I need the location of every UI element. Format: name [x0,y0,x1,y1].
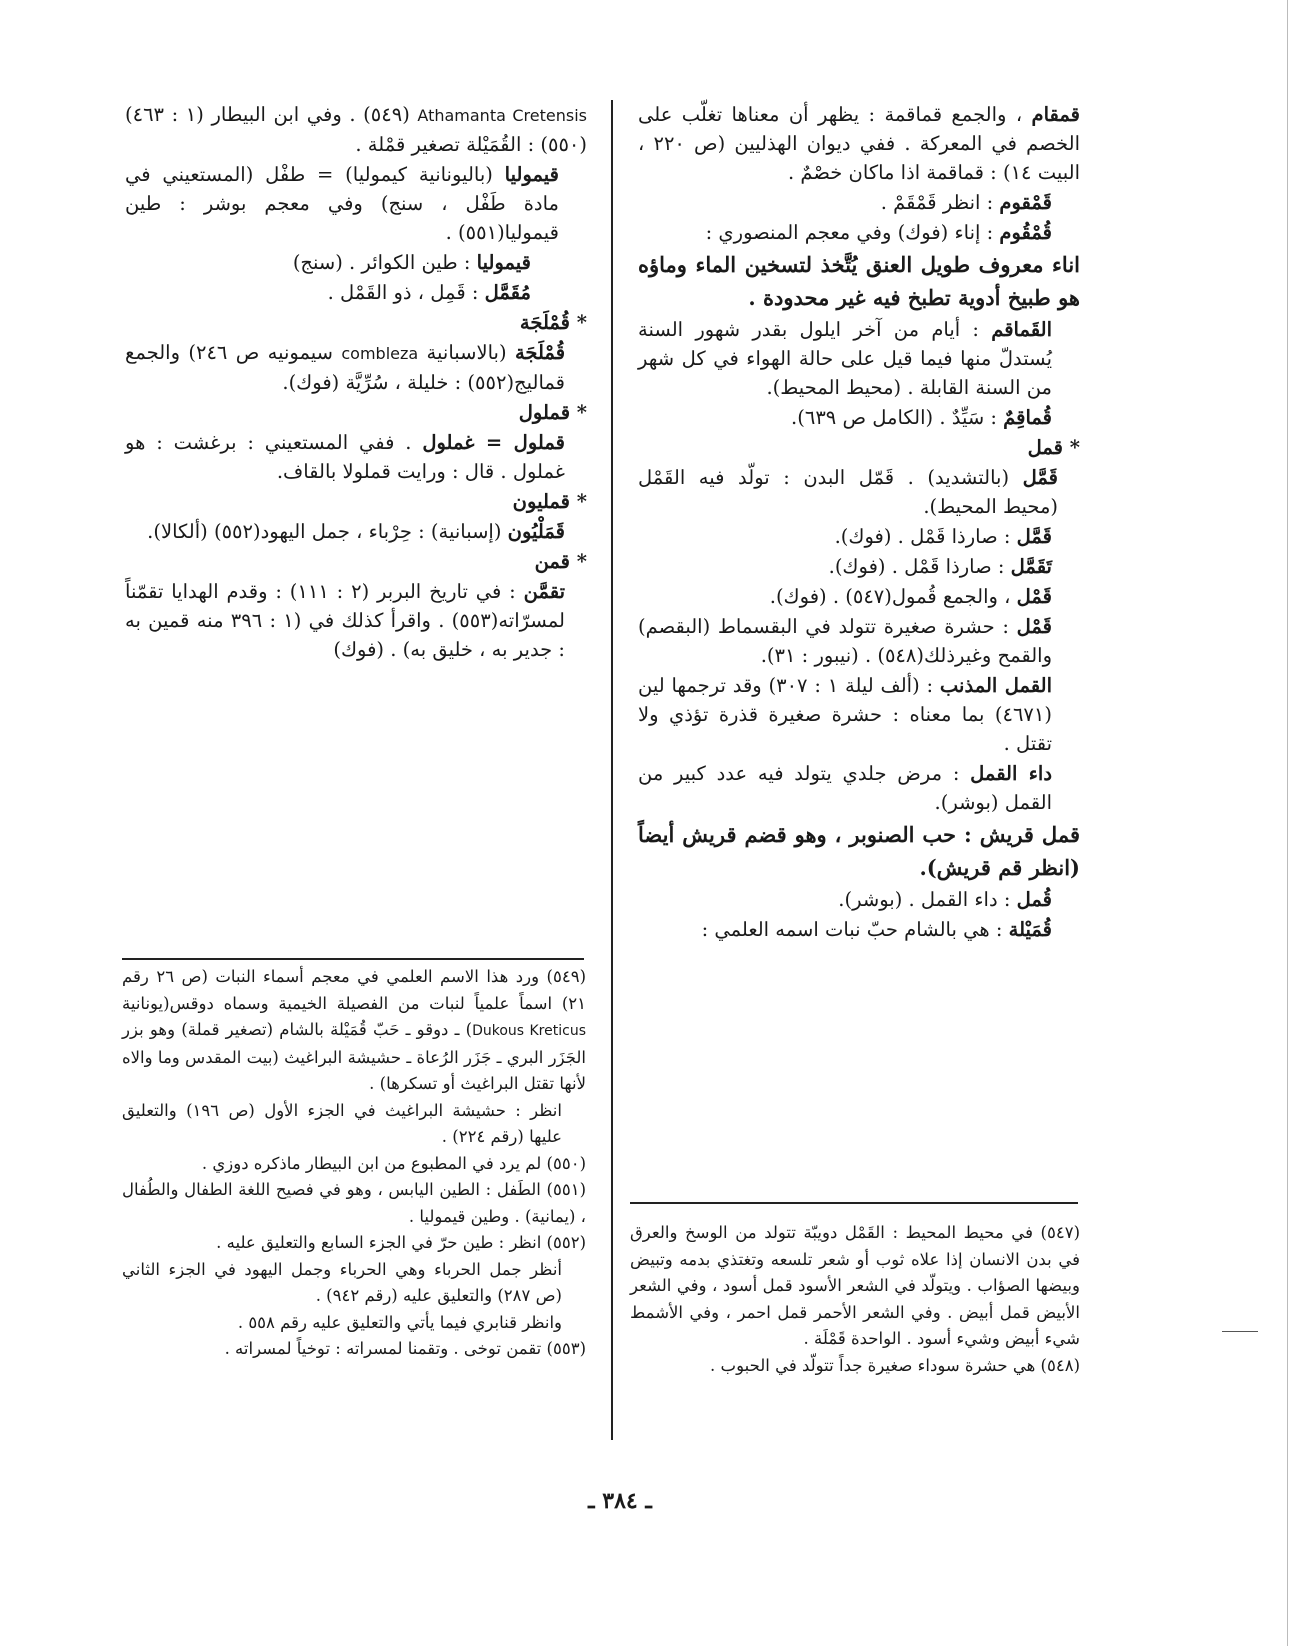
headword: قَمْل [1016,585,1052,608]
latin-term: combleza [341,344,419,363]
headword: قَمَلْيُون [507,520,565,543]
entry-text: ، والجمع قماقمة : يظهر أن معناها تغلّب على الخصم في المعركة . ففي ديوان الهذليين (ص ٢٢٠ ، البيت ١٤) : قماقمة اذا ماكان خصْمٌ . [638,103,1080,184]
section-heading: * قمليون [512,490,587,513]
headword: قَمْقوم [999,191,1052,214]
entry [638,552,1080,581]
entry [125,160,587,247]
quote-block: اناء معروف طويل العنق يُتَّخذ لتسخين الماء وماؤه هو طبيخ أدوية تطبخ فيه غير محدودة . [638,252,1080,310]
section-heading: * قمل [1027,436,1080,459]
entry [125,338,587,397]
entry-text: (بالاسبانية [426,341,507,364]
entry [638,818,1080,884]
entry-text: (إسبانية) : حِرْباء ، جمل اليهود(٥٥٢) (ألكالا). [147,520,502,543]
entry [638,100,1080,187]
entry [638,671,1080,758]
entry-text: (٥٤٩) . وفي ابن البيطار (١ : ٤٦٣)(٥٥٠) : القُمَيْلة تصغير قمْلة . [125,103,587,156]
margin-tick-mark [1222,1331,1258,1332]
headword: تقمَّن [523,580,566,603]
entry [638,218,1080,247]
entry [638,522,1080,551]
column-divider [611,100,613,1440]
entry [125,428,587,486]
entry-text: : داء القمل . (بوشر). [838,888,1011,911]
entry [125,248,587,277]
entry-text: : هي بالشام حبّ نبات اسمه العلمي : [701,918,1003,941]
entry [638,403,1080,432]
entry-text: : في تاريخ البربر (٢ : ١١١) : وقدم الهدايا تقمّناً لمسرّاته(٥٥٣) . واقرأ كذلك في (١ : ٣٩٦ منه قمين به : جدير به ، خليق به) . (فوك) [125,580,565,661]
entry-continuation [125,100,587,159]
entry-text: : حب الصنوبر ، وهو قضم قريش أيضاً (انظر قم قريش). [638,822,1080,880]
headword: القَماقم [991,318,1052,341]
footnote-552: (٥٥٢) انظر : طين حرّ في الجزء السابع والتعليق عليه . [216,1233,586,1252]
footnote-547: (٥٤٧) في محيط المحيط : القَمْل دويبّة تتولد من الوسخ والعرق في بدن الانسان إذا علاه ثوب أو شعر تلسعه وتغتذي بدمه وتبيض وبيضها الصؤاب . ويتولّد في الشعر الأسود قمل أسود ، وفي الشعر الأبيض قمل أبيض . وفي الشعر الأحمر قمل احمر ، وفي الأشمط شيء أبيض وشيء أسود . الواحدة قَمْلَة . [630,1223,1080,1348]
headword: قيموليا [504,163,559,186]
headword: قَمَّل [1022,466,1058,489]
footnotes-left [122,964,586,1363]
headword: مُقَمَّل [484,281,531,304]
headword: قَمَّل [1016,525,1052,548]
entry [638,582,1080,611]
headword: قمقام [1031,103,1080,126]
entry [638,759,1080,817]
entry-text: . ففي المستعيني : برغشت : هو غملول . قال : ورايت قملولا بالقاف. [125,431,565,483]
entry-text: : طين الكوائر . (سنج) [292,251,471,274]
headword: قُمْقُوم [999,221,1052,244]
entry [638,915,1080,944]
right-column [638,100,1080,945]
left-column [125,100,587,665]
headword: قُمْلَجَة [514,341,566,364]
headword: قيموليا [476,251,531,274]
footnote-548: (٥٤٨) هي حشرة سوداء صغيرة جداً تتولّد في الحبوب . [710,1355,1080,1375]
headword: قُماقِمٌ [1003,406,1052,429]
entry-text: : أيام من آخر ايلول بقدر شهور السنة يُستدلّ منها فيما قيل على حالة الهواء في كل شهر من السنة القابلة . (محيط المحيط). [638,318,1052,399]
entry [638,612,1080,670]
footnotes-right [630,1220,1080,1379]
entry [125,577,587,664]
footnote-rule-left [122,958,584,960]
footnote-rule-right [630,1202,1078,1204]
entry [638,188,1080,217]
entry-text: (باليونانية كيموليا) = طفْل (المستعيني في مادة طَفْل ، سنج) وفي معجم بوشر : طين قيموليا(٥٥١) . [125,163,559,244]
footnote-549 [122,964,586,1098]
latin-term: Athamanta Cretensis [417,106,587,125]
entry-text: : سَيِّدٌ . (الكامل ص ٦٣٩). [791,406,997,429]
footnote-552-continued: وانظر قنابري فيما يأتي والتعليق عليه رقم ٥٥٨ . [237,1312,562,1332]
entry-text: : حشرة صغيرة تتولد في البقسماط (البقصم) والقمح وغيرذلك(٥٤٨) . (نيبور : ٣١). [638,615,1052,667]
entry-text: : مرض جلدي يتولد فيه عدد كبير من القمل (بوشر). [638,762,1052,814]
headword: تَقَمَّل [1010,555,1052,578]
scan-margin-line [1287,0,1288,1646]
section-heading: * قملول [518,401,587,424]
entry [638,885,1080,914]
footnote-552-continued: أنظر جمل الحرباء وهي الحرباء وجمل اليهود في الجزء الثاني (ص ٢٨٧) والتعليق عليه (رقم ٩٤٢) . [122,1259,562,1305]
entry-text: سيمونيه ص ٢٤٦) والجمع قماليج(٥٥٢) : خليلة ، سُرِّيَّة (فوك). [125,341,565,394]
footnote-text: (٥٤٩) ورد هذا الاسم العلمي في معجم أسماء النبات (ص ٢٦ رقم ٢١) اسماً علمياً لنبات من الفصيلة الخيمية وسماه دوقس(يونانية [122,967,586,1013]
latin-term: Dukous Kreticus [472,1023,586,1039]
headword: قُمل [1016,888,1052,911]
entry-text: : صارذا قَمْل . (فوك). [828,555,1005,578]
section-heading: * قمن [534,550,587,573]
headword: قمل قريش [979,822,1081,847]
entry-text: : (ألف ليلة ١ : ٣٠٧) وقد ترجمها لين (٤٦٧١) بما معناه : حشرة صغيرة قذرة تؤذي ولا تقتل . [638,674,1052,755]
footnote-553: (٥٥٣) تقمن توخى . وتقمنا لمسراته : توخياً لمسراته . [224,1339,586,1358]
footnote-551: (٥٥١) الطَفل : الطين اليابس ، وهو في فصيح اللغة الطفال والطُفال ، (يمانية) . وطين قيموليا . [122,1180,586,1226]
headword: قُمَيْلة [1008,918,1052,941]
entry-text: : انظر قَمْقَمْ . [880,191,994,214]
entry-text: : إناء (فوك) وفي معجم المنصوري : [705,221,994,244]
section-heading: * قُمْلَجَة [519,311,587,334]
headword: القمل المذنب [939,674,1052,697]
headword: قَمْل [1016,615,1052,638]
entry-text: : قَمِل ، ذو القَمْل . [327,281,479,304]
page-number: ـ ٣٨٤ ـ [588,1488,652,1514]
footnote-550: (٥٥٠) لم يرد في المطبوع من ابن البيطار ماذكره دوزي . [201,1153,586,1173]
entry-text: ، والجمع قُمول(٥٤٧) . (فوك). [769,585,1011,608]
footnote-549-continued: انظر : حشيشة البراغيث في الجزء الأول (ص ١٩٦) والتعليق عليها (رقم ٢٢٤) . [122,1100,562,1146]
entry [125,278,587,307]
footnote-text: ) ـ دوقو ـ حَبّ قُمَيْلة بالشام (تصغير قملة) وهو بزر الجَزَر البري ـ جَزَر الرُعاة ـ حشيشة البراغيث (بيت المقدس وما والاه لأنها تقتل البراغيث أو تسكرها) . [122,1020,586,1093]
entry-text: (بالتشديد) . قَمّل البدن : تولّد فيه القَمْل (محيط المحيط). [638,466,1058,518]
entry [125,517,587,546]
headword: داء القمل [970,762,1053,785]
entry [638,315,1080,402]
entry-text: : صارذا قَمْل . (فوك). [834,525,1011,548]
headword: قملول = غملول [422,431,565,454]
entry [638,463,1080,521]
